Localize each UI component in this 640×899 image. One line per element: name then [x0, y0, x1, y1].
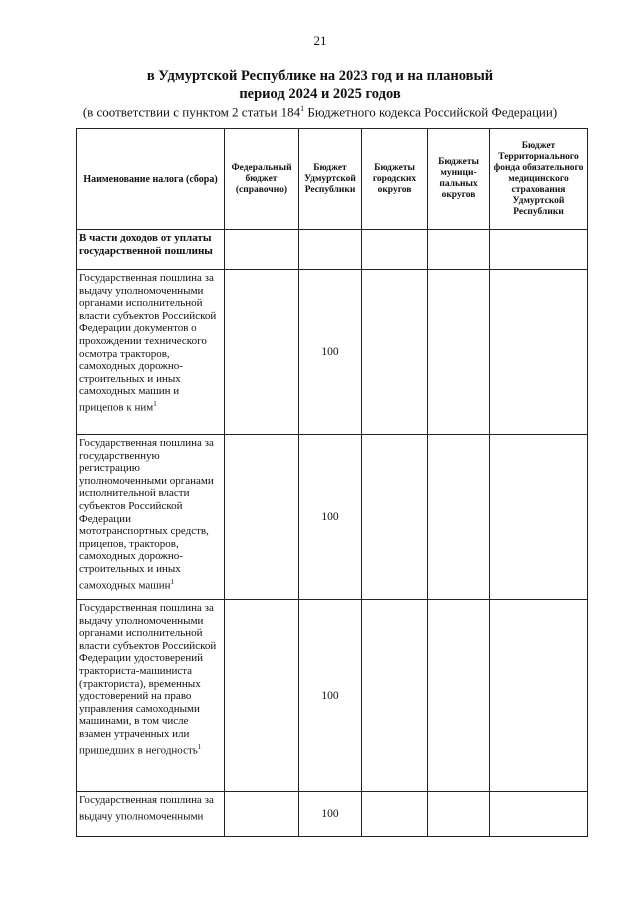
- federal-value: [225, 435, 299, 600]
- municipal-value: [428, 600, 490, 792]
- city-value: [362, 270, 428, 435]
- document-title: [0, 67, 640, 103]
- tfoms-value: [490, 600, 588, 792]
- city-value: [362, 435, 428, 600]
- header-city-budgets: Бюджеты городских округов: [362, 129, 428, 230]
- tax-name-cell: [77, 600, 225, 792]
- tax-name: Государственная пошлина за государственную регистрацию уполномоченными органами исполнительной власти субъектов Российской Федерации мототранспортных средств, прицепов, тракторов, самоходных дорожно-строительных и иных самоходных машин: [79, 437, 214, 592]
- table-row: [77, 792, 588, 837]
- section-title: В части доходов от уплаты государственной пошлины: [77, 230, 225, 270]
- header-federal-budget: Федеральный бюджет (справочно): [225, 129, 299, 230]
- header-tax-name: Наименование налога (сбора): [77, 129, 225, 230]
- tax-name-cell: [77, 270, 225, 435]
- table-row: [77, 600, 588, 792]
- title-line-2: период 2024 и 2025 годов: [239, 86, 401, 102]
- subtitle-text: (в соответствии с пунктом 2 статьи 184: [82, 104, 301, 120]
- federal-value: [225, 270, 299, 435]
- tfoms-value: [490, 792, 588, 837]
- footnote-mark: 1: [153, 399, 157, 408]
- federal-value: [225, 600, 299, 792]
- header-udmurt-budget: Бюджет Удмуртской Республики: [299, 129, 362, 230]
- udmurt-value: 100: [299, 792, 362, 837]
- tax-name: Государственная пошлина за выдачу уполномоченными органами исполнительной власти субъектов Российской Федерации документов о прохождении технического осмотра тракторов, самоходных дорожно-строительных и иных самоходных машин и прицепов к ним: [79, 272, 217, 414]
- tax-name-cell: [77, 792, 225, 837]
- udmurt-value: 100: [299, 435, 362, 600]
- subtitle-text-end: Бюджетного кодекса Российской Федерации): [304, 104, 558, 120]
- footnote-mark: 1: [170, 577, 174, 586]
- tax-distribution-table: [76, 128, 588, 837]
- table-row: [77, 270, 588, 435]
- federal-value: [225, 792, 299, 837]
- udmurt-value: 100: [299, 600, 362, 792]
- tax-name-cell: [77, 435, 225, 600]
- table-row: [77, 435, 588, 600]
- table-header-row: [77, 129, 588, 230]
- municipal-value: [428, 792, 490, 837]
- municipal-value: [428, 435, 490, 600]
- tfoms-value: [490, 435, 588, 600]
- city-value: [362, 792, 428, 837]
- page-number: 21: [313, 33, 327, 48]
- footnote-mark: 1: [197, 742, 202, 751]
- tfoms-value: [490, 270, 588, 435]
- udmurt-value: 100: [299, 270, 362, 435]
- tax-name: Государственная пошлина за выдачу уполномоченными: [79, 794, 214, 823]
- document-subtitle: [0, 101, 640, 119]
- header-municipal-budgets: Бюджеты муници-пальных округов: [428, 129, 490, 230]
- section-row: [77, 230, 588, 270]
- tax-name: Государственная пошлина за выдачу уполномоченными органами исполнительной власти субъектов Российской Федерации удостоверений тракториста-машиниста (тракториста), временных удостоверений на право управления самоходными машинами, в том числе взамен утраченных или пришедших в негодность: [79, 602, 217, 757]
- city-value: [362, 600, 428, 792]
- title-line-1: в Удмуртской Республике на 2023 год и на плановый: [146, 68, 494, 84]
- header-tfoms-budget: Бюджет Территориального фонда обязательного медицинского страхования Удмуртской Республики: [490, 129, 588, 230]
- subtitle-footnote-mark: 1: [300, 104, 305, 113]
- municipal-value: [428, 270, 490, 435]
